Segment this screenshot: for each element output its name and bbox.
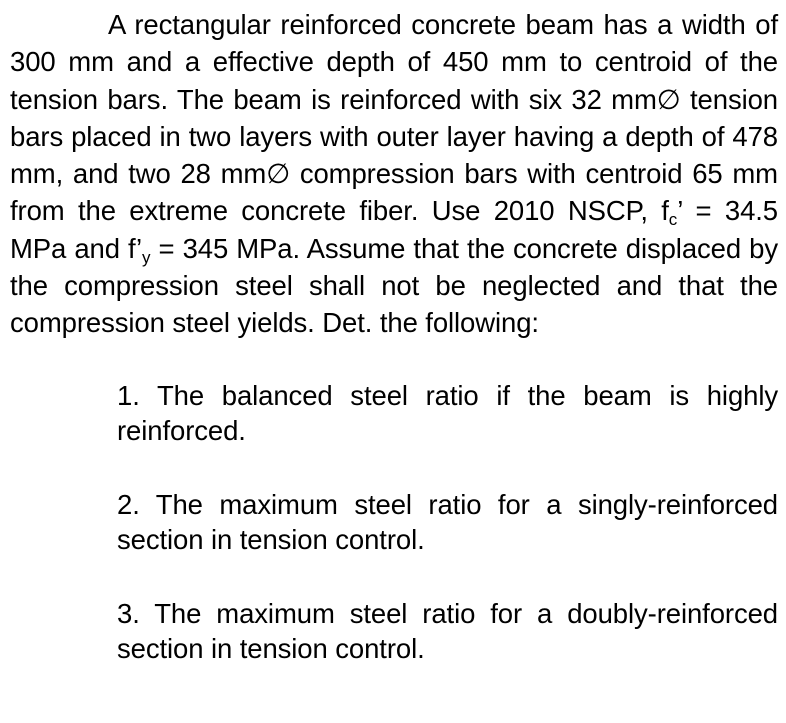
- question-item-3: 3. The maximum steel ratio for a doubly-reinforced section in tension control.: [117, 597, 778, 665]
- question-list: [117, 378, 778, 667]
- problem-text-part-3: = 345 MPa. Assume that the concrete displaced by the compression steel shall not be neglected and that the compression steel yields. Det. the following:: [10, 232, 778, 339]
- fc-subscript: c: [668, 210, 678, 230]
- question-item-1: 1. The balanced steel ratio if the beam is highly reinforced.: [117, 379, 778, 447]
- fy-subscript: y: [142, 247, 151, 267]
- problem-text-part-2: ’ = 34.5 MPa and f’: [10, 195, 779, 264]
- problem-text-part-1: A rectangular reinforced concrete beam has a width of 300 mm and a effective depth of 450 mm to centroid of the tension bars. The beam is reinforced with six 32 mm∅ tension bars placed in two layers with outer layer having a depth of 478 mm, and two 28 mm∅ compression bars with centroid 65 mm from the extreme concrete fiber. Use 2010 NSCP, f: [10, 9, 778, 227]
- problem-statement: [10, 6, 778, 342]
- question-item-2: 2. The maximum steel ratio for a singly-reinforced section in tension control.: [117, 488, 778, 556]
